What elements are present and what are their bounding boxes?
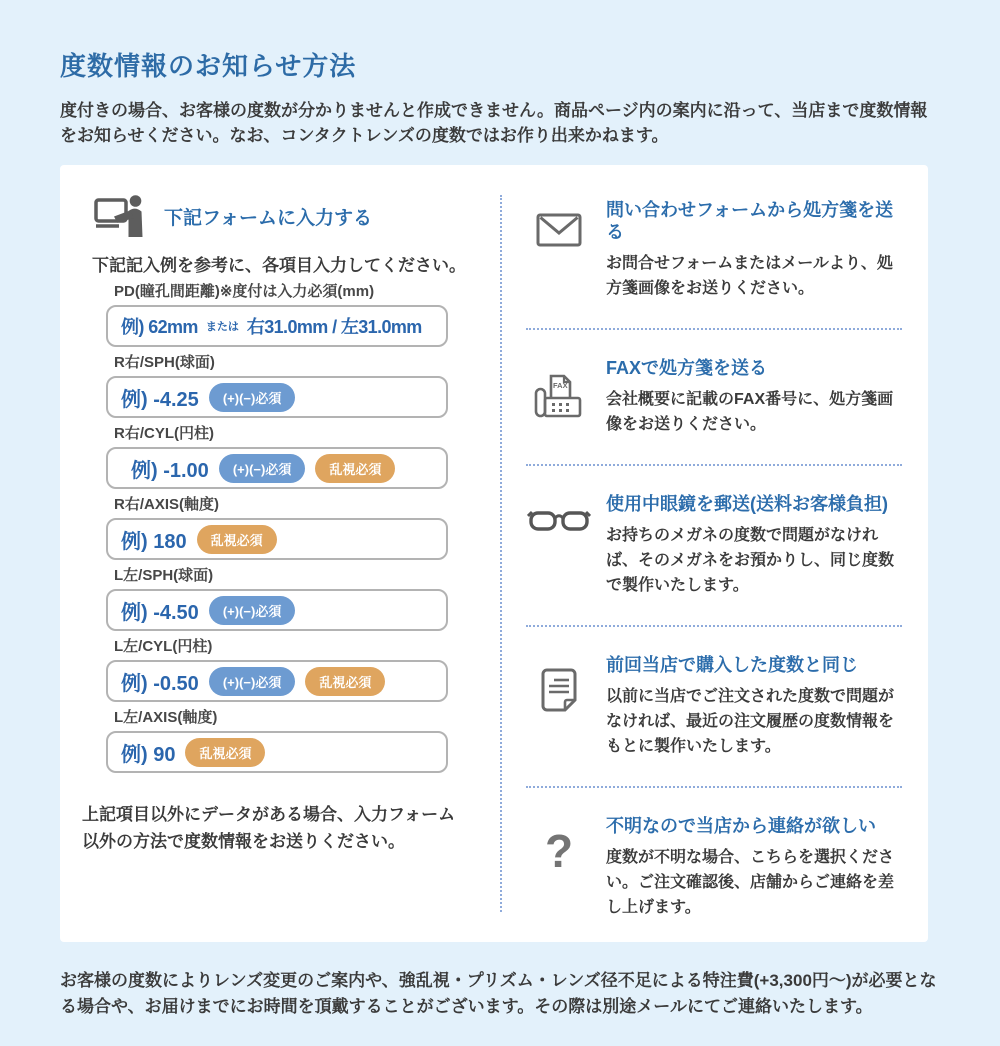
method-previous-order bbox=[524, 627, 904, 786]
field-label: L左/SPH(球面) bbox=[114, 567, 214, 584]
field-group-r-sph bbox=[80, 354, 480, 418]
form-section-header bbox=[94, 195, 480, 237]
method-body: お問合せフォームまたはメールより、処方箋画像をお送りください。 bbox=[606, 255, 893, 297]
field-label: L左/CYL(円柱) bbox=[114, 638, 213, 655]
field-example-value: 例) -0.50 bbox=[121, 672, 199, 695]
astigmatism-required-badge: 乱視必須 bbox=[305, 667, 385, 696]
method-title: 使用中眼鏡を郵送(送料お客様負担) bbox=[606, 494, 888, 514]
document-icon bbox=[524, 654, 594, 759]
method-body: 度数が不明な場合、こちらを選択ください。ご注文確認後、店舗からご連絡を差し上げます。 bbox=[606, 849, 895, 916]
field-example-value: 例) -4.25 bbox=[121, 388, 199, 411]
method-body: 会社概要に記載のFAX番号に、処方箋画像をお送りください。 bbox=[606, 391, 894, 433]
field-example-box bbox=[106, 305, 448, 347]
field-example-extra: 右31.0mm / 左31.0mm bbox=[246, 317, 422, 337]
svg-text:FAX: FAX bbox=[553, 381, 568, 390]
field-example-value: 例) 90 bbox=[121, 743, 176, 766]
field-example-value: 例) 62mm bbox=[121, 317, 198, 337]
method-title: 前回当店で購入した度数と同じ bbox=[606, 655, 858, 675]
astigmatism-required-badge: 乱視必須 bbox=[185, 738, 265, 767]
field-label: R右/AXIS(軸度) bbox=[114, 496, 220, 513]
method-body: 以前に当店でご注文された度数で問題がなければ、最近の注文履歴の度数情報をもとに製作いたします。 bbox=[606, 688, 895, 755]
envelope-icon bbox=[524, 199, 594, 301]
person-at-computer-icon bbox=[94, 195, 146, 237]
field-group-l-cyl bbox=[80, 638, 480, 702]
field-group-l-sph bbox=[80, 567, 480, 631]
field-label: R右/SPH(球面) bbox=[114, 354, 215, 371]
intro-text: 度付きの場合、お客様の度数が分かりませんと作成できません。商品ページ内の案内に沿って、当店まで度数情報をお知らせください。なお、コンタクトレンズの度数ではお作り出来かねます。 bbox=[60, 101, 928, 145]
field-label: R右/CYL(円柱) bbox=[114, 425, 214, 442]
plus-minus-required-badge: (+)(−)必須 bbox=[209, 596, 296, 625]
field-example-box bbox=[106, 731, 448, 773]
field-group-r-cyl bbox=[80, 425, 480, 489]
field-example-value: 例) -1.00 bbox=[131, 459, 209, 482]
method-fax bbox=[524, 330, 904, 464]
question-mark-icon: ? bbox=[544, 825, 574, 877]
field-example-box bbox=[106, 447, 448, 489]
field-group-l-axis bbox=[80, 709, 480, 773]
method-unknown-contact bbox=[524, 788, 904, 920]
page-title: 度数情報のお知らせ方法 bbox=[60, 51, 357, 81]
plus-minus-required-badge: (+)(−)必須 bbox=[209, 383, 296, 412]
form-instructions-column bbox=[60, 165, 500, 942]
method-title: 不明なので当店から連絡が欲しい bbox=[606, 816, 876, 836]
field-example-box bbox=[106, 660, 448, 702]
form-section-subtitle: 下記記入例を参考に、各項目入力してください。 bbox=[92, 256, 466, 275]
method-contact-form bbox=[524, 195, 904, 328]
method-title: 問い合わせフォームから処方箋を送る bbox=[606, 200, 894, 242]
alt-methods-column bbox=[502, 165, 928, 942]
field-example-box bbox=[106, 376, 448, 418]
plus-minus-required-badge: (+)(−)必須 bbox=[209, 667, 296, 696]
field-example-value: 例) 180 bbox=[121, 530, 187, 553]
main-panel bbox=[60, 165, 928, 942]
glasses-icon bbox=[524, 493, 594, 598]
field-example-connector: または bbox=[205, 321, 239, 333]
footer-note: お客様の度数によりレンズ変更のご案内や、強乱視・プリズム・レンズ径不足による特注費(+3,300円〜)が必要となる場合や、お届けまでにお時間を頂戴することがございます。その際は別途メールにてご連絡いたします。 bbox=[60, 971, 937, 1016]
page bbox=[0, 46, 1000, 1020]
form-section-note: 上記項目以外にデータがある場合、入力フォーム以外の方法で度数情報をお送りください。 bbox=[82, 805, 456, 851]
field-label: L左/AXIS(軸度) bbox=[114, 709, 218, 726]
field-label: PD(瞳孔間距離)※度付は入力必須(mm) bbox=[114, 283, 375, 300]
astigmatism-required-badge: 乱視必須 bbox=[315, 454, 395, 483]
field-example-value: 例) -4.50 bbox=[121, 601, 199, 624]
astigmatism-required-badge: 乱視必須 bbox=[197, 525, 277, 554]
field-example-box bbox=[106, 518, 448, 560]
plus-minus-required-badge: (+)(−)必須 bbox=[219, 454, 306, 483]
method-body: お持ちのメガネの度数で問題がなければ、そのメガネをお預かりし、同じ度数で製作いたします。 bbox=[606, 527, 895, 594]
method-title: FAXで処方箋を送る bbox=[606, 358, 768, 378]
fax-icon bbox=[524, 357, 594, 437]
field-example-box bbox=[106, 589, 448, 631]
method-mail-glasses bbox=[524, 466, 904, 625]
field-group-r-axis bbox=[80, 496, 480, 560]
field-group-pd bbox=[80, 283, 480, 347]
form-section-title: 下記フォームに入力する bbox=[164, 207, 373, 229]
